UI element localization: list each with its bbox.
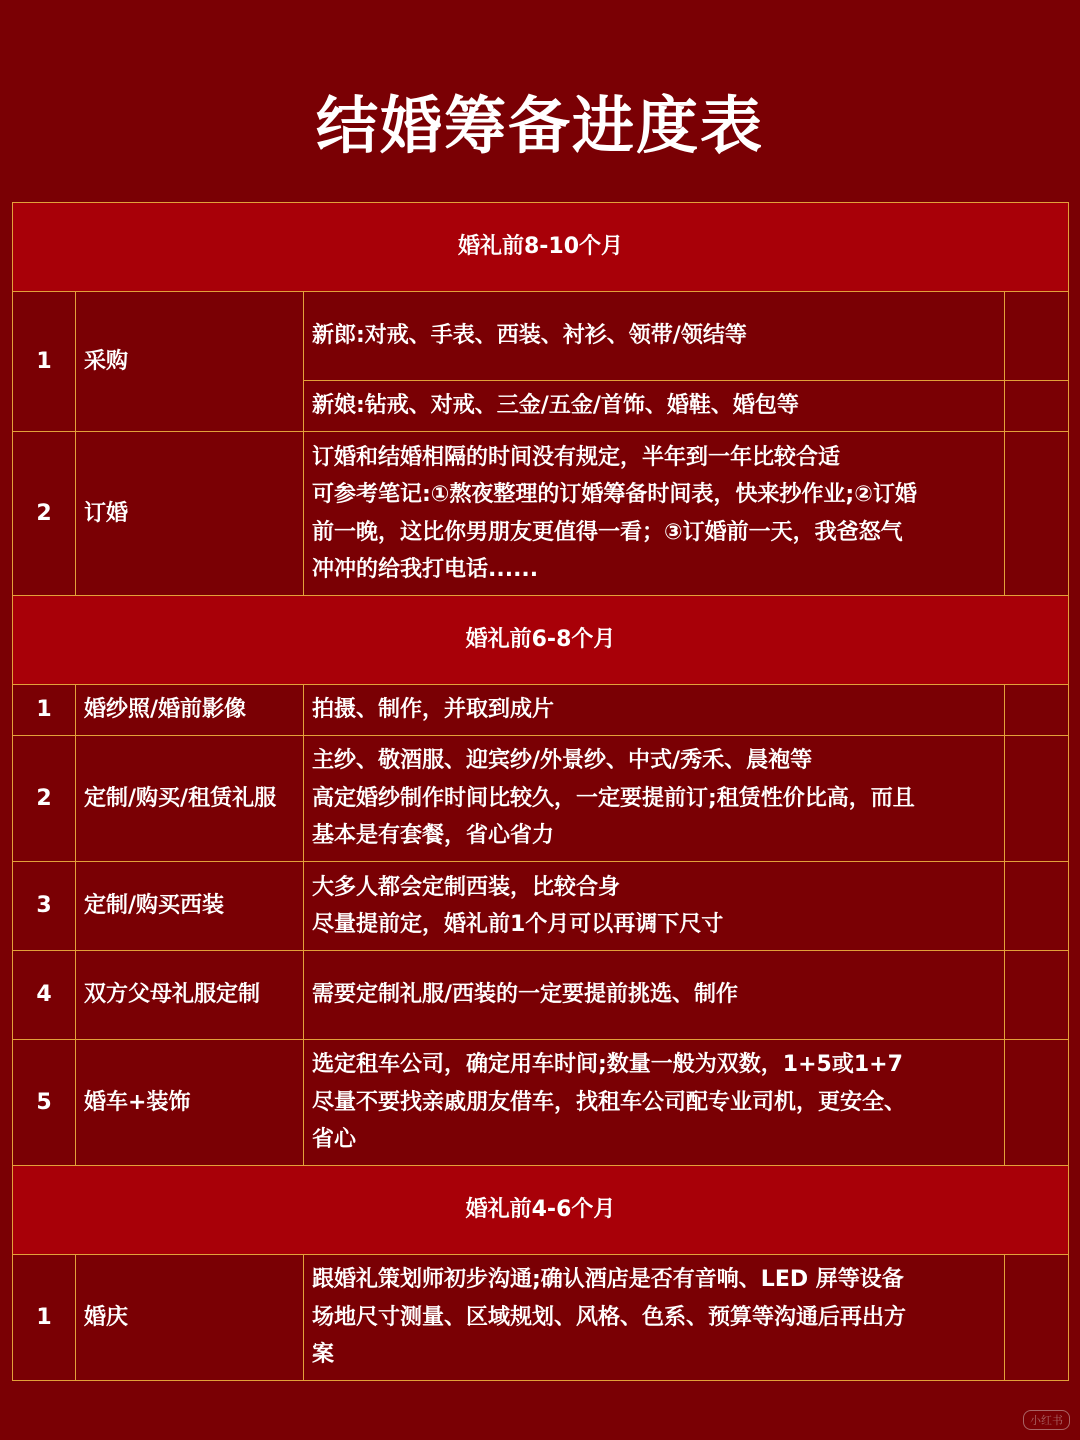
detail-line: 基本是有套餐，省心省力 — [312, 823, 555, 849]
section-heading: 婚礼前4-6个月 — [13, 1166, 1069, 1255]
item-detail — [304, 1040, 1005, 1166]
table-row — [13, 951, 1069, 1040]
table-row — [13, 1255, 1069, 1381]
row-number: 2 — [13, 432, 76, 596]
detail-line: 前一晚，这比你男朋友更值得一看；③订婚前一天，我爸怒气 — [312, 519, 903, 545]
detail-line: 可参考笔记:①熬夜整理的订婚筹备时间表，快来抄作业;②订婚 — [312, 482, 917, 507]
row-number: 4 — [13, 951, 76, 1040]
row-number: 1 — [13, 292, 76, 432]
table-row — [13, 432, 1069, 596]
extra-cell — [1005, 1255, 1069, 1381]
extra-cell — [1005, 862, 1069, 951]
extra-cell — [1005, 432, 1069, 596]
detail-line: 大多人都会定制西装，比较合身 — [312, 874, 621, 900]
section-heading: 婚礼前6-8个月 — [13, 596, 1069, 685]
extra-cell — [1005, 951, 1069, 1040]
detail-line: 高定婚纱制作时间比较久，一定要提前订;租赁性价比高，而且 — [312, 785, 915, 811]
item-name: 订婚 — [76, 432, 304, 596]
row-number: 5 — [13, 1040, 76, 1166]
item-name: 定制/购买/租赁礼服 — [76, 736, 304, 862]
extra-cell — [1005, 736, 1069, 862]
detail-line: 跟婚礼策划师初步沟通;确认酒店是否有音响、LED 屏等设备 — [312, 1267, 904, 1293]
item-name: 婚纱照/婚前影像 — [76, 685, 304, 736]
item-name: 定制/购买西装 — [76, 862, 304, 951]
table-row — [13, 685, 1069, 736]
detail-line: 主纱、敬酒服、迎宾纱/外景纱、中式/秀禾、晨袍等 — [312, 748, 813, 774]
page-title: 结婚筹备进度表 — [315, 89, 764, 162]
item-detail: 需要定制礼服/西装的一定要提前挑选、制作 — [304, 951, 1005, 1040]
extra-cell — [1005, 381, 1069, 432]
item-name: 采购 — [76, 292, 304, 432]
section-header-row — [13, 1166, 1069, 1255]
table-row — [13, 862, 1069, 951]
row-number: 1 — [13, 685, 76, 736]
row-number: 3 — [13, 862, 76, 951]
item-detail — [304, 862, 1005, 951]
item-detail: 新郎:对戒、手表、西装、衬衫、领带/领结等 — [304, 292, 1005, 381]
section-header-row — [13, 203, 1069, 292]
item-detail — [304, 736, 1005, 862]
detail-line: 场地尺寸测量、区域规划、风格、色系、预算等沟通后再出方 — [312, 1304, 907, 1330]
detail-line: 案 — [312, 1342, 335, 1368]
detail-line: 尽量提前定，婚礼前1个月可以再调下尺寸 — [312, 912, 724, 937]
table-row — [13, 292, 1069, 381]
detail-line: 省心 — [312, 1127, 357, 1153]
row-number: 2 — [13, 736, 76, 862]
section-header-row — [13, 596, 1069, 685]
table-row — [13, 1040, 1069, 1166]
schedule-table — [12, 202, 1069, 1381]
item-detail: 新娘:钻戒、对戒、三金/五金/首饰、婚鞋、婚包等 — [304, 381, 1005, 432]
section-heading: 婚礼前8-10个月 — [13, 203, 1069, 292]
item-detail — [304, 1255, 1005, 1381]
detail-line: 冲冲的给我打电话...... — [312, 557, 539, 582]
item-detail — [304, 432, 1005, 596]
extra-cell — [1005, 685, 1069, 736]
watermark-logo: 小红书 — [1023, 1410, 1070, 1430]
item-detail: 拍摄、制作，并取到成片 — [304, 685, 1005, 736]
table-row — [13, 736, 1069, 862]
row-number: 1 — [13, 1255, 76, 1381]
detail-line: 尽量不要找亲戚朋友借车，找租车公司配专业司机，更安全、 — [312, 1089, 907, 1115]
item-name: 婚车+装饰 — [76, 1040, 304, 1166]
detail-line: 选定租车公司，确定用车时间;数量一般为双数，1+5或1+7 — [312, 1052, 903, 1078]
detail-line: 订婚和结婚相隔的时间没有规定，半年到一年比较合适 — [312, 444, 841, 470]
extra-cell — [1005, 292, 1069, 381]
item-name: 婚庆 — [76, 1255, 304, 1381]
extra-cell — [1005, 1040, 1069, 1166]
item-name: 双方父母礼服定制 — [76, 951, 304, 1040]
